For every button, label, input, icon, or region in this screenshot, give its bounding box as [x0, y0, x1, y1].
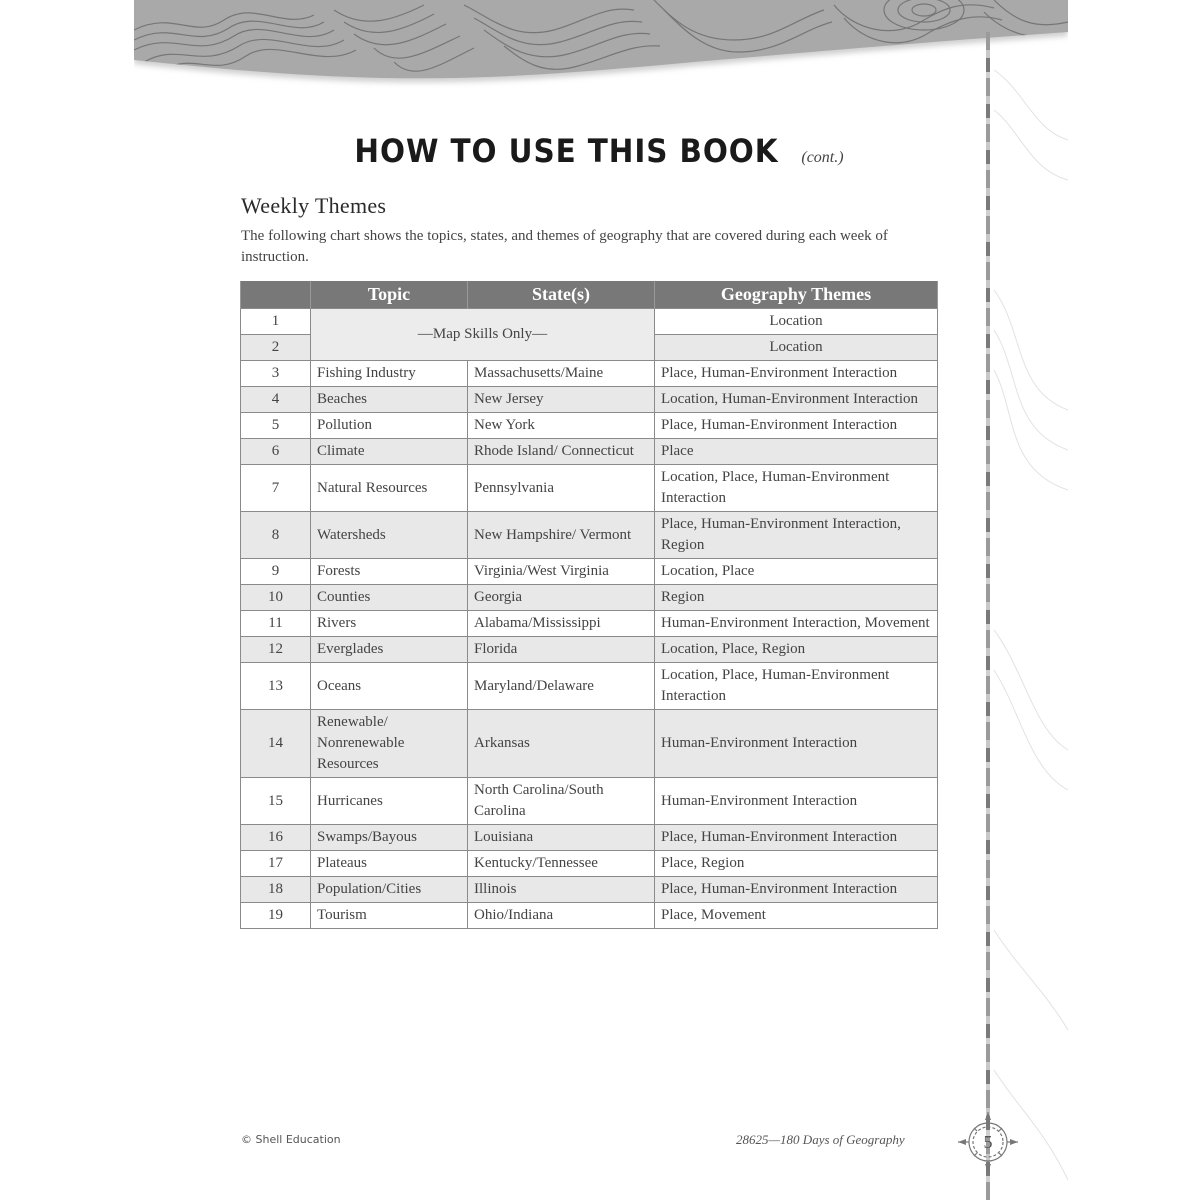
- week-cell: 14: [241, 710, 311, 778]
- table-row: [241, 851, 938, 877]
- table-header-row: [241, 281, 938, 309]
- table-row: [241, 778, 938, 825]
- table-row: [241, 559, 938, 585]
- table-row: [241, 512, 938, 559]
- states-cell: Florida: [468, 637, 655, 663]
- themes-cell: Place, Human-Environment Interaction, Region: [655, 512, 938, 559]
- themes-cell: Place, Human-Environment Interaction: [655, 825, 938, 851]
- week-cell: 15: [241, 778, 311, 825]
- topic-cell: Oceans: [311, 663, 468, 710]
- table-row: [241, 387, 938, 413]
- compass-rose-icon: [958, 1112, 1018, 1172]
- footer-copyright: © Shell Education: [241, 1133, 341, 1146]
- states-cell: Massachusetts/Maine: [468, 361, 655, 387]
- themes-cell: Place, Human-Environment Interaction: [655, 361, 938, 387]
- week-cell: 7: [241, 465, 311, 512]
- week-cell: 16: [241, 825, 311, 851]
- states-cell: Ohio/Indiana: [468, 903, 655, 929]
- table-row: [241, 877, 938, 903]
- week-cell: 12: [241, 637, 311, 663]
- themes-cell: Place, Region: [655, 851, 938, 877]
- table-row: [241, 825, 938, 851]
- topic-cell: Swamps/Bayous: [311, 825, 468, 851]
- table-row: [241, 309, 938, 335]
- weekly-themes-table: [240, 281, 938, 929]
- states-cell: Arkansas: [468, 710, 655, 778]
- section-intro: The following chart shows the topics, states, and themes of geography that are covered during each week of instruction.: [241, 228, 888, 265]
- topic-cell: Counties: [311, 585, 468, 611]
- column-header-topic: Topic: [311, 281, 468, 309]
- states-cell: North Carolina/South Carolina: [468, 778, 655, 825]
- themes-cell: Human-Environment Interaction, Movement: [655, 611, 938, 637]
- topic-cell: Climate: [311, 439, 468, 465]
- states-cell: Maryland/Delaware: [468, 663, 655, 710]
- themes-cell: Location: [655, 309, 938, 335]
- week-cell: 2: [241, 335, 311, 361]
- topographic-banner: [134, 0, 1068, 90]
- states-cell: New York: [468, 413, 655, 439]
- themes-cell: Place: [655, 439, 938, 465]
- week-cell: 18: [241, 877, 311, 903]
- states-cell: Illinois: [468, 877, 655, 903]
- table-row: [241, 465, 938, 512]
- table-row: [241, 611, 938, 637]
- week-cell: 9: [241, 559, 311, 585]
- states-cell: Georgia: [468, 585, 655, 611]
- topographic-side-strip: [984, 30, 1068, 1200]
- themes-cell: Human-Environment Interaction: [655, 778, 938, 825]
- topic-cell: Renewable/ Nonrenewable Resources: [311, 710, 468, 778]
- topic-cell: Rivers: [311, 611, 468, 637]
- themes-cell: Location: [655, 335, 938, 361]
- states-cell: Kentucky/Tennessee: [468, 851, 655, 877]
- table-row: [241, 361, 938, 387]
- table-row: [241, 585, 938, 611]
- themes-cell: Location, Place, Human-Environment Interaction: [655, 663, 938, 710]
- topic-cell: Fishing Industry: [311, 361, 468, 387]
- week-cell: 8: [241, 512, 311, 559]
- states-cell: Alabama/Mississippi: [468, 611, 655, 637]
- topic-cell: Tourism: [311, 903, 468, 929]
- page-edge-rule: [986, 32, 990, 1200]
- week-cell: 11: [241, 611, 311, 637]
- table-row: [241, 710, 938, 778]
- page-title: [240, 132, 940, 170]
- table-row: [241, 637, 938, 663]
- week-cell: 3: [241, 361, 311, 387]
- title-text: HOW TO USE THIS BOOK: [354, 132, 779, 170]
- themes-cell: Human-Environment Interaction: [655, 710, 938, 778]
- themes-cell: Place, Human-Environment Interaction: [655, 877, 938, 903]
- week-cell: 1: [241, 309, 311, 335]
- week-cell: 10: [241, 585, 311, 611]
- section-heading: Weekly Themes: [241, 193, 387, 218]
- table-row: [241, 413, 938, 439]
- table-row: [241, 903, 938, 929]
- week-cell: 4: [241, 387, 311, 413]
- topic-cell: Hurricanes: [311, 778, 468, 825]
- themes-cell: Place, Movement: [655, 903, 938, 929]
- footer-book-reference: 28625—180 Days of Geography: [736, 1132, 905, 1147]
- topic-cell: Forests: [311, 559, 468, 585]
- week-cell: 19: [241, 903, 311, 929]
- week-cell: 17: [241, 851, 311, 877]
- table-row: [241, 439, 938, 465]
- page-number: 5: [983, 1132, 993, 1152]
- themes-cell: Location, Human-Environment Interaction: [655, 387, 938, 413]
- states-cell: Pennsylvania: [468, 465, 655, 512]
- states-cell: Virginia/West Virginia: [468, 559, 655, 585]
- topic-cell: Natural Resources: [311, 465, 468, 512]
- week-cell: 6: [241, 439, 311, 465]
- themes-cell: Location, Place: [655, 559, 938, 585]
- topic-cell: Pollution: [311, 413, 468, 439]
- week-cell: 13: [241, 663, 311, 710]
- week-cell: 5: [241, 413, 311, 439]
- themes-cell: Region: [655, 585, 938, 611]
- states-cell: Rhode Island/ Connecticut: [468, 439, 655, 465]
- topic-cell: Plateaus: [311, 851, 468, 877]
- states-cell: New Jersey: [468, 387, 655, 413]
- column-header-themes: Geography Themes: [655, 281, 938, 309]
- column-header-states: State(s): [468, 281, 655, 309]
- topic-cell: Beaches: [311, 387, 468, 413]
- map-skills-cell: —Map Skills Only—: [311, 309, 655, 361]
- themes-cell: Location, Place, Region: [655, 637, 938, 663]
- states-cell: New Hampshire/ Vermont: [468, 512, 655, 559]
- title-suffix: (cont.): [801, 149, 844, 166]
- column-header-week: [241, 281, 311, 309]
- states-cell: Louisiana: [468, 825, 655, 851]
- topic-cell: Population/Cities: [311, 877, 468, 903]
- topic-cell: Watersheds: [311, 512, 468, 559]
- themes-cell: Place, Human-Environment Interaction: [655, 413, 938, 439]
- table-row: [241, 663, 938, 710]
- topic-cell: Everglades: [311, 637, 468, 663]
- themes-cell: Location, Place, Human-Environment Interaction: [655, 465, 938, 512]
